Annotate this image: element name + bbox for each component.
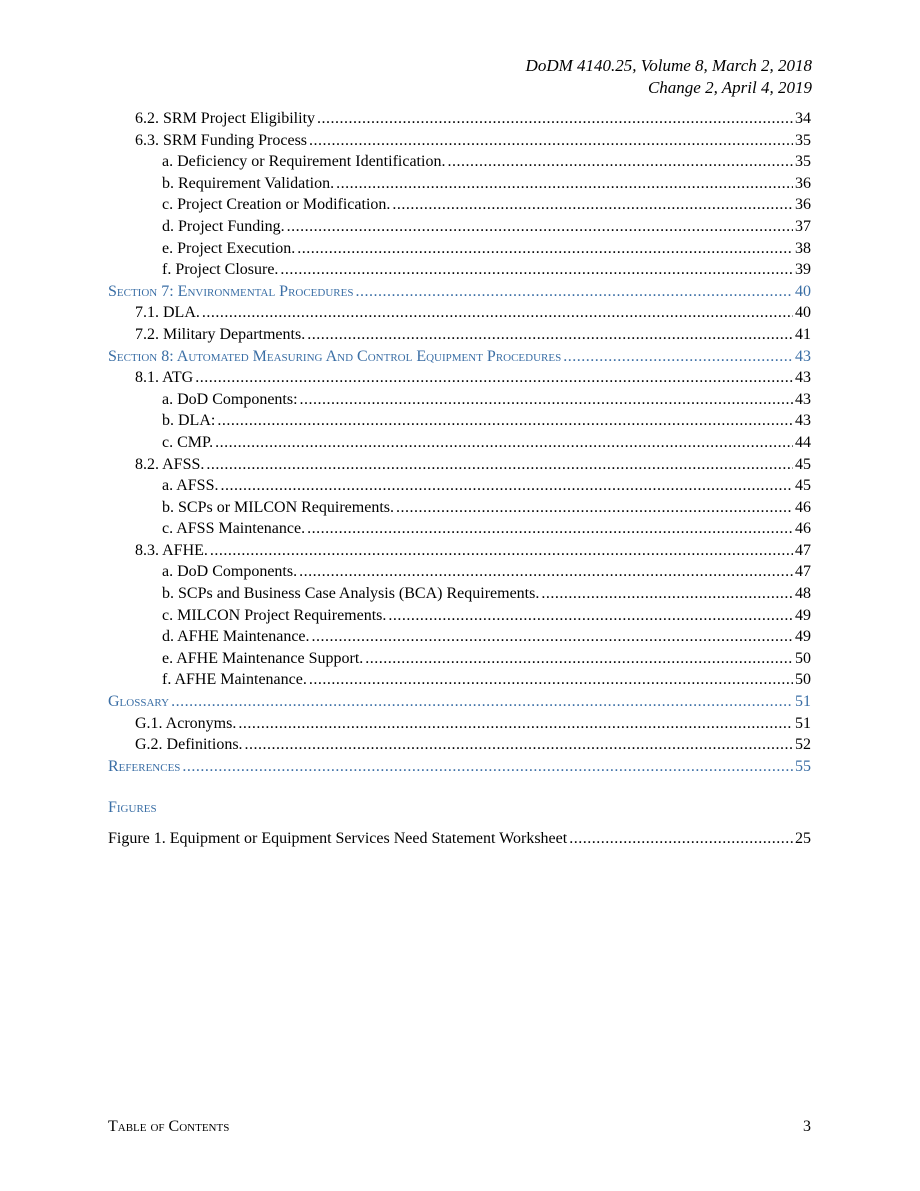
toc-entry[interactable]	[108, 713, 811, 735]
entry-title: 7.2. Military Departments.	[135, 325, 306, 343]
entry-title: Section 7: Environmental Procedures	[108, 282, 354, 300]
toc-entry[interactable]	[108, 561, 811, 583]
dot-leader	[447, 151, 793, 173]
entry-page-number: 47	[795, 541, 811, 559]
dot-leader	[182, 756, 793, 778]
toc-entry[interactable]	[108, 130, 811, 152]
toc-section-link[interactable]	[108, 346, 811, 368]
toc-entry[interactable]	[108, 238, 811, 260]
toc-section-link[interactable]	[108, 756, 811, 778]
toc-entry[interactable]	[108, 734, 811, 756]
dot-leader	[388, 605, 793, 627]
toc-section-link[interactable]	[108, 281, 811, 303]
entry-title: 8.2. AFSS.	[135, 455, 205, 473]
toc-entry[interactable]	[108, 108, 811, 130]
entry-title: G.2. Definitions.	[135, 736, 243, 754]
dot-leader	[541, 583, 793, 605]
entry-page-number: 34	[795, 110, 811, 127]
entry-title: c. MILCON Project Requirements.	[162, 606, 387, 624]
entry-title: 8.1. ATG	[135, 369, 194, 387]
dot-leader	[365, 648, 793, 670]
figure-entries	[108, 828, 811, 850]
entry-page-number: 51	[795, 693, 811, 711]
toc-entry[interactable]	[108, 626, 811, 648]
entry-page-number: 46	[795, 498, 811, 516]
toc-entry[interactable]	[108, 367, 811, 389]
entry-page-number: 49	[795, 606, 811, 624]
entry-title: 6.3. SRM Funding Process	[135, 131, 308, 149]
dot-leader	[396, 497, 793, 519]
dot-leader	[287, 216, 793, 238]
dot-leader	[309, 130, 793, 152]
entry-page-number: 48	[795, 585, 811, 603]
entry-page-number: 52	[795, 736, 811, 754]
entry-title: f. AFHE Maintenance.	[162, 671, 307, 689]
page-header	[526, 55, 812, 99]
entry-title: c. Project Creation or Modification.	[162, 196, 391, 214]
dot-leader	[297, 238, 793, 260]
dot-leader	[210, 540, 793, 562]
entry-page-number: 40	[795, 282, 811, 300]
toc-section-link[interactable]	[108, 691, 811, 713]
entry-page-number: 45	[795, 455, 811, 473]
entry-page-number: 43	[795, 412, 811, 430]
toc-entry[interactable]	[108, 540, 811, 562]
entry-page-number: 35	[795, 131, 811, 149]
entry-page-number: 43	[795, 369, 811, 387]
entry-title: d. AFHE Maintenance.	[162, 628, 310, 646]
toc-entry[interactable]	[108, 497, 811, 519]
toc-entries	[108, 108, 811, 777]
footer-section-title: Table of Contents	[108, 1118, 230, 1135]
dot-leader	[245, 734, 793, 756]
dot-leader	[206, 454, 793, 476]
entry-title: b. SCPs or MILCON Requirements.	[162, 498, 394, 516]
dot-leader	[238, 713, 793, 735]
toc-entry[interactable]	[108, 518, 811, 540]
header-change-date: Change 2, April 4, 2019	[647, 78, 812, 97]
entry-title: c. CMP.	[162, 433, 214, 451]
entry-page-number: 36	[795, 196, 811, 214]
page-number: 3	[803, 1118, 811, 1135]
dot-leader	[217, 410, 793, 432]
dot-leader	[280, 259, 793, 281]
toc-entry[interactable]	[108, 151, 811, 173]
entry-title: b. SCPs and Business Case Analysis (BCA) Requirements.	[162, 585, 540, 603]
entry-title: Glossary	[108, 693, 170, 711]
entry-title: 6.2. SRM Project Eligibility	[135, 110, 316, 127]
table-of-contents	[108, 108, 811, 850]
entry-title: e. AFHE Maintenance Support.	[162, 649, 364, 667]
entry-page-number: 50	[795, 671, 811, 689]
entry-title: G.1. Acronyms.	[135, 714, 237, 732]
entry-page-number: 45	[795, 477, 811, 495]
entry-title: a. AFSS.	[162, 477, 219, 495]
toc-entry[interactable]	[108, 173, 811, 195]
page-footer	[108, 1118, 811, 1136]
entry-title: b. DLA:	[162, 412, 216, 430]
entry-title: e. Project Execution.	[162, 239, 296, 257]
entry-title: d. Project Funding.	[162, 217, 285, 235]
toc-entry[interactable]	[108, 454, 811, 476]
toc-entry[interactable]	[108, 194, 811, 216]
entry-title: c. AFSS Maintenance.	[162, 520, 306, 538]
entry-page-number: 38	[795, 239, 811, 257]
entry-page-number: 39	[795, 261, 811, 279]
entry-page-number: 35	[795, 153, 811, 171]
toc-entry[interactable]	[108, 324, 811, 346]
dot-leader	[309, 669, 793, 691]
toc-entry[interactable]	[108, 410, 811, 432]
toc-entry[interactable]	[108, 389, 811, 411]
toc-entry[interactable]	[108, 648, 811, 670]
toc-entry[interactable]	[108, 605, 811, 627]
entry-title: a. Deficiency or Requirement Identification.	[162, 153, 446, 171]
figure-entry[interactable]	[108, 828, 811, 850]
dot-leader	[569, 828, 793, 850]
figures-heading: Figures	[108, 799, 157, 817]
entry-page-number: 37	[795, 217, 811, 235]
entry-title: a. DoD Components:	[162, 390, 298, 408]
dot-leader	[317, 108, 793, 130]
dot-leader	[195, 367, 793, 389]
dot-leader	[300, 389, 793, 411]
entry-page-number: 43	[795, 390, 811, 408]
dot-leader	[307, 324, 793, 346]
dot-leader	[563, 346, 793, 368]
dot-leader	[171, 691, 793, 713]
toc-entry[interactable]	[108, 216, 811, 238]
entry-page-number: 47	[795, 563, 811, 581]
entry-page-number: 49	[795, 628, 811, 646]
entry-page-number: 25	[795, 830, 811, 848]
entry-title: Figure 1. Equipment or Equipment Services Need Statement Worksheet	[108, 830, 568, 848]
entry-page-number: 51	[795, 714, 811, 732]
dot-leader	[312, 626, 793, 648]
entry-page-number: 46	[795, 520, 811, 538]
entry-title: 8.3. AFHE.	[135, 541, 208, 559]
header-document-id: DoDM 4140.25, Volume 8, March 2, 2018	[525, 56, 812, 75]
entry-title: 7.1. DLA.	[135, 304, 200, 322]
dot-leader	[202, 302, 793, 324]
dot-leader	[299, 561, 793, 583]
entry-page-number: 43	[795, 347, 811, 365]
dot-leader	[220, 475, 793, 497]
dot-leader	[355, 281, 793, 303]
entry-title: b. Requirement Validation.	[162, 174, 335, 192]
dot-leader	[307, 518, 793, 540]
dot-leader	[215, 432, 793, 454]
toc-entry[interactable]	[108, 669, 811, 691]
entry-page-number: 55	[795, 757, 811, 775]
dot-leader	[336, 173, 793, 195]
entry-page-number: 36	[795, 174, 811, 192]
toc-entry[interactable]	[108, 475, 811, 497]
entry-page-number: 50	[795, 649, 811, 667]
entry-title: a. DoD Components.	[162, 563, 298, 581]
dot-leader	[392, 194, 793, 216]
entry-page-number: 44	[795, 433, 811, 451]
toc-entry[interactable]	[108, 302, 811, 324]
toc-entry[interactable]	[108, 259, 811, 281]
entry-title: Section 8: Automated Measuring And Control Equipment Procedures	[108, 347, 562, 365]
toc-entry[interactable]	[108, 432, 811, 454]
entry-page-number: 41	[795, 325, 811, 343]
entry-title: References	[108, 757, 181, 775]
entry-page-number: 40	[795, 304, 811, 322]
toc-entry[interactable]	[108, 583, 811, 605]
entry-title: f. Project Closure.	[162, 261, 279, 279]
